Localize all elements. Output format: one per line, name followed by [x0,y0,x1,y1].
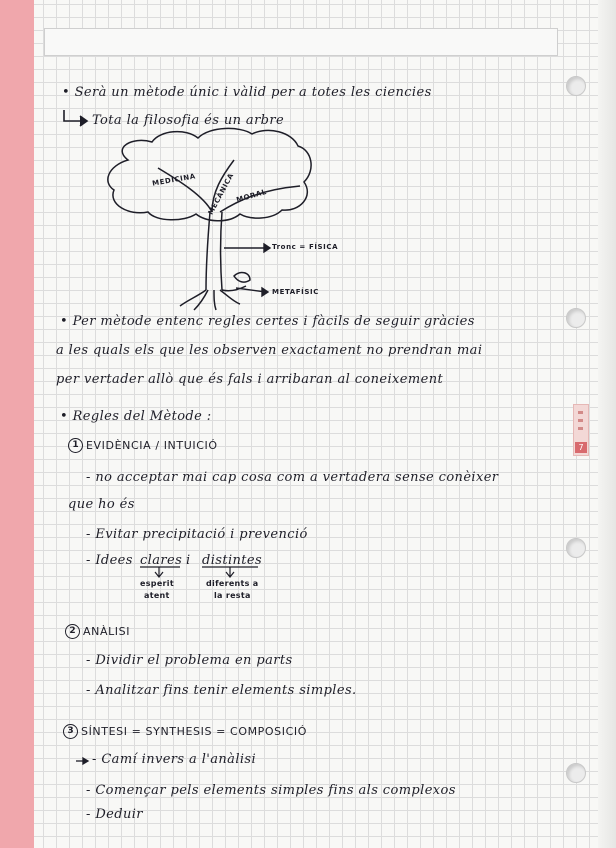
note-line: - Idees [86,553,133,568]
tree-label-moral: MORAL [235,187,268,205]
step-title: SÍNTESI = SYNTHESIS = COMPOSICIÓ [81,725,307,738]
tree-trunk [206,212,222,290]
step-title: EVIDÈNCIA / INTUICIÓ [86,439,218,452]
bent-arrow-icon [64,110,87,126]
annotation: la resta [214,591,251,600]
step-title: ANÀLISI [83,625,131,638]
note-line: • Per mètode entenc regles certes i fàcils de seguir gràcies [60,314,475,329]
underline-marks [140,567,258,577]
arrow-icon [224,244,270,252]
step-number: 1 [68,438,83,453]
annotation: atent [144,591,170,600]
section-heading: • Regles del Mètode : [60,409,212,424]
note-line: - Deduir [86,807,143,822]
tree-drawing [108,128,311,310]
step-number: 3 [63,724,78,739]
note-line: - Camí invers a l'anàlisi [92,752,257,767]
annotation: esperit [140,579,174,588]
note-line: - Dividir el problema en parts [86,653,293,668]
tree-label-mecanica: MECÀNICA [206,171,236,217]
note-line: - Evitar precipitació i prevenció [86,527,308,542]
note-word: i [186,553,191,568]
note-line: per vertader allò que és fals i arribaran al coneixement [56,372,444,387]
tree-label-tronc: Tronc = FÍSICA [272,243,339,251]
annotation: diferents a [206,579,259,588]
note-line: - Començar pels elements simples fins als complexos [86,783,456,798]
note-line: a les quals els que les observen exactament no prendran mai [56,343,483,358]
note-line: - Analitzar fins tenir elements simples. [86,683,357,698]
arrow-icon [236,288,268,296]
tree-label-arrels: METAFÍSIC [272,288,319,296]
note-line: - no acceptar mai cap cosa com a vertadera sense conèixer [86,470,499,485]
note-line: que ho és [68,497,135,512]
step-number: 2 [65,624,80,639]
note-word: clares [140,553,183,568]
note-line: • Serà un mètode únic i vàlid per a totes les ciencies [62,85,432,100]
note-word: distintes [202,553,263,568]
tree-label-medicina: MEDICINA [151,172,197,188]
side-tab-badge: 7 [575,442,587,453]
note-line: Tota la filosofia és un arbre [92,113,285,128]
arrow-icon [76,758,88,764]
